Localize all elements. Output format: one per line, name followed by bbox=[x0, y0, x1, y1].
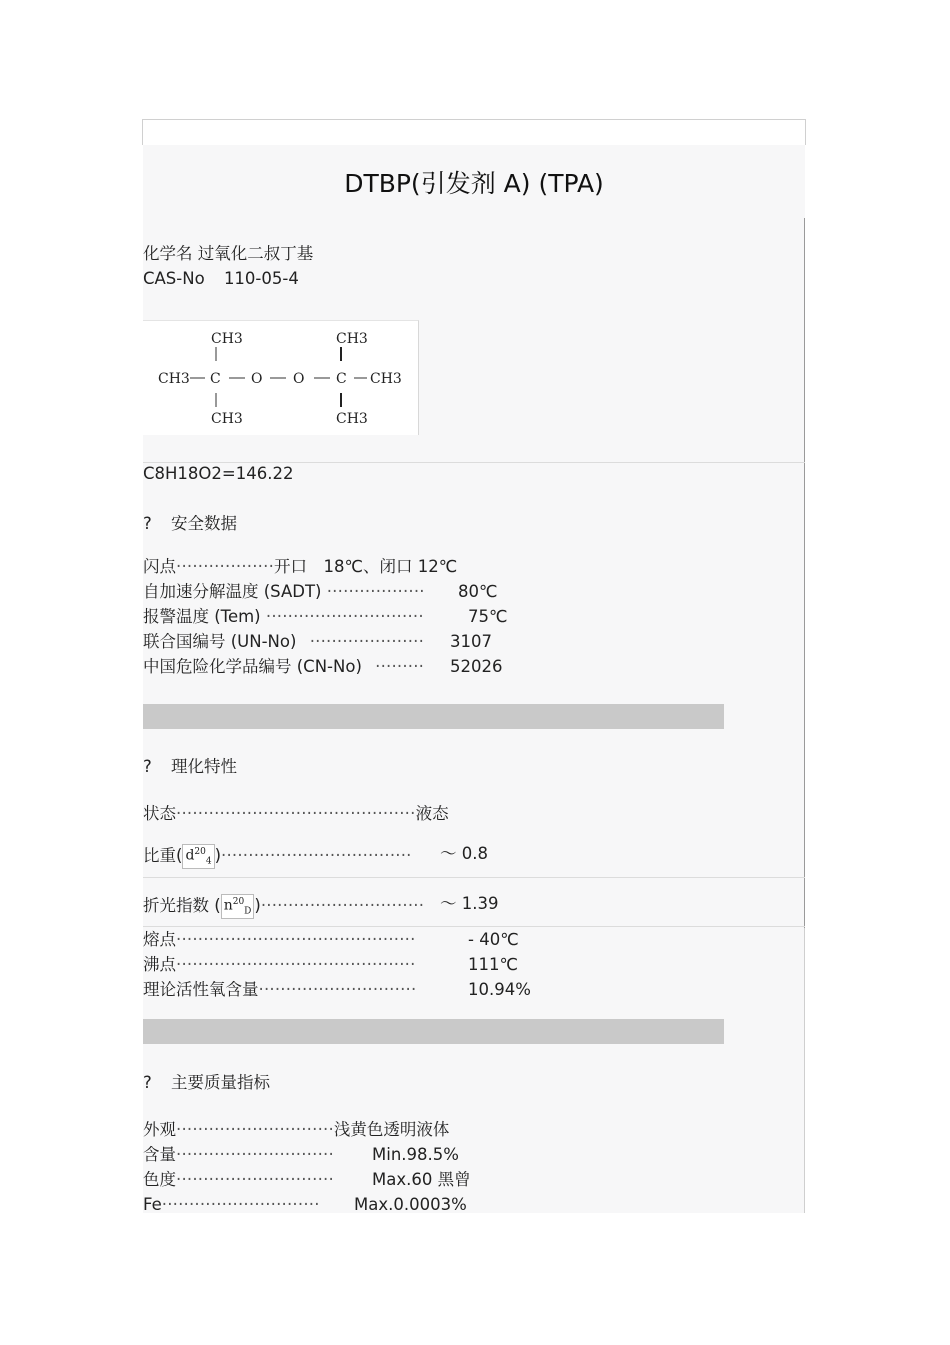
leader-dots: ····························· bbox=[176, 1120, 334, 1139]
un-no-value: 3107 bbox=[450, 632, 492, 651]
boiling-point-value: 111℃ bbox=[468, 955, 519, 974]
leader-dots: ······························ bbox=[260, 896, 425, 916]
leader-dots: ········· bbox=[375, 657, 425, 676]
row-label: 联合国编号 (UN-No) bbox=[143, 632, 297, 651]
section-heading-physical bbox=[143, 757, 237, 777]
leader-dots: ····························· bbox=[176, 1145, 334, 1164]
refractive-symbol: $n^{20}_D$ bbox=[221, 894, 255, 919]
density-symbol: $d^{20}_4$ bbox=[182, 844, 214, 869]
section-separator-bar bbox=[143, 1019, 724, 1044]
row-value: 开口 18℃、闭口 12℃ bbox=[274, 557, 458, 576]
leader-dots: ·················· bbox=[326, 582, 425, 601]
row-label: 理论活性氧含量 bbox=[143, 980, 259, 999]
row-label: 比重 bbox=[143, 846, 176, 866]
quality-row-content bbox=[143, 1145, 334, 1165]
molecular-formula: C8H18O2=146.22 bbox=[143, 464, 294, 483]
methyl-bottom-left: CH3 bbox=[211, 411, 243, 427]
bullet-marker: ? bbox=[143, 1073, 152, 1092]
methyl-left: CH3 bbox=[158, 371, 190, 387]
safety-row-alarm-temp bbox=[143, 607, 424, 627]
quality-row-iron bbox=[143, 1195, 320, 1215]
refractive-index-value: ～ 1.39 bbox=[440, 894, 499, 913]
row-label: 沸点 bbox=[143, 955, 176, 974]
bullet-marker: ? bbox=[143, 514, 152, 533]
leader-dots: ·················· bbox=[176, 557, 275, 576]
physical-row-density: 比重( $d^{20}_4$ )··································· bbox=[143, 844, 412, 869]
alarm-temp-value: 75℃ bbox=[468, 607, 508, 626]
chemical-name-row bbox=[143, 244, 313, 264]
color-value: Max.60 黑曾 bbox=[372, 1170, 471, 1189]
physical-row-melting-point bbox=[143, 930, 416, 950]
row-label: 自加速分解温度 (SADT) bbox=[143, 582, 322, 601]
cas-value: 110-05-4 bbox=[223, 269, 299, 288]
section-title: 安全数据 bbox=[171, 514, 237, 533]
melting-point-value: - 40℃ bbox=[468, 930, 519, 949]
divider bbox=[143, 462, 805, 463]
divider bbox=[143, 877, 805, 878]
methyl-right: CH3 bbox=[370, 371, 402, 387]
content-value: Min.98.5% bbox=[372, 1145, 459, 1164]
leader-dots: ············································ bbox=[176, 930, 416, 949]
safety-row-sadt bbox=[143, 582, 425, 602]
right-rule bbox=[804, 218, 805, 928]
row-value: 液态 bbox=[415, 804, 449, 823]
carbon-right: C bbox=[336, 371, 347, 387]
safety-row-flash-point bbox=[143, 557, 457, 577]
physical-row-boiling-point bbox=[143, 955, 416, 975]
leader-dots: ····························· bbox=[258, 980, 417, 999]
physical-row-state bbox=[143, 804, 449, 824]
methyl-top-left: CH3 bbox=[211, 331, 243, 347]
section-heading-quality bbox=[143, 1073, 270, 1093]
row-label: 闪点 bbox=[143, 557, 176, 576]
iron-value: Max.0.0003% bbox=[354, 1195, 467, 1214]
quality-row-color bbox=[143, 1170, 334, 1190]
active-oxygen-value: 10.94% bbox=[468, 980, 531, 999]
structure-formula-image bbox=[143, 320, 419, 435]
safety-row-un-no bbox=[143, 632, 424, 652]
leader-dots: ····················· bbox=[309, 632, 425, 651]
cn-no-value: 52026 bbox=[450, 657, 503, 676]
right-rule-lower bbox=[804, 928, 805, 1213]
row-label: 报警温度 (Tem) bbox=[143, 607, 261, 626]
section-title: 理化特性 bbox=[171, 757, 237, 776]
row-label: 含量 bbox=[143, 1145, 176, 1164]
methyl-bottom-right: CH3 bbox=[336, 411, 368, 427]
leader-dots: ············································ bbox=[176, 955, 416, 974]
bullet-marker: ? bbox=[143, 757, 152, 776]
structure-diagram bbox=[143, 321, 418, 435]
physical-row-refractive-index: 折光指数 ( $n^{20}_D$ )······························ bbox=[143, 894, 424, 919]
row-label: 中国危险化学品编号 (CN-No) bbox=[143, 657, 362, 676]
density-value: ～ 0.8 bbox=[440, 844, 488, 863]
document-page bbox=[143, 145, 805, 1213]
safety-row-cn-no bbox=[143, 657, 424, 677]
oxygen-right: O bbox=[293, 371, 305, 387]
row-label: 色度 bbox=[143, 1170, 176, 1189]
document-title: DTBP(引发剂 A) (TPA) bbox=[344, 169, 604, 198]
row-label: 熔点 bbox=[143, 930, 176, 949]
leader-dots: ····························· bbox=[265, 607, 424, 626]
cas-label: CAS-No bbox=[143, 269, 205, 288]
methyl-top-right: CH3 bbox=[336, 331, 368, 347]
row-value: 浅黄色透明液体 bbox=[333, 1120, 450, 1139]
oxygen-left: O bbox=[251, 371, 263, 387]
section-separator-bar bbox=[143, 704, 724, 729]
quality-row-appearance bbox=[143, 1120, 449, 1140]
row-label: 折光指数 bbox=[143, 896, 209, 916]
leader-dots: ··································· bbox=[221, 846, 412, 866]
row-label: 状态 bbox=[143, 804, 176, 823]
page-top-frame bbox=[142, 119, 806, 145]
sadt-value: 80℃ bbox=[458, 582, 498, 601]
row-label: 外观 bbox=[143, 1120, 176, 1139]
section-heading-safety bbox=[143, 514, 237, 534]
physical-row-active-oxygen bbox=[143, 980, 416, 1000]
chemical-name-value: 过氧化二叔丁基 bbox=[197, 244, 314, 263]
divider bbox=[143, 926, 805, 927]
leader-dots: ····························· bbox=[176, 1170, 334, 1189]
cas-row bbox=[143, 269, 299, 289]
leader-dots: ············································ bbox=[176, 804, 416, 823]
chemical-name-label: 化学名 bbox=[143, 244, 193, 263]
row-label: Fe bbox=[143, 1195, 162, 1214]
leader-dots: ····························· bbox=[161, 1195, 320, 1214]
carbon-left: C bbox=[210, 371, 221, 387]
section-title: 主要质量指标 bbox=[171, 1073, 270, 1092]
